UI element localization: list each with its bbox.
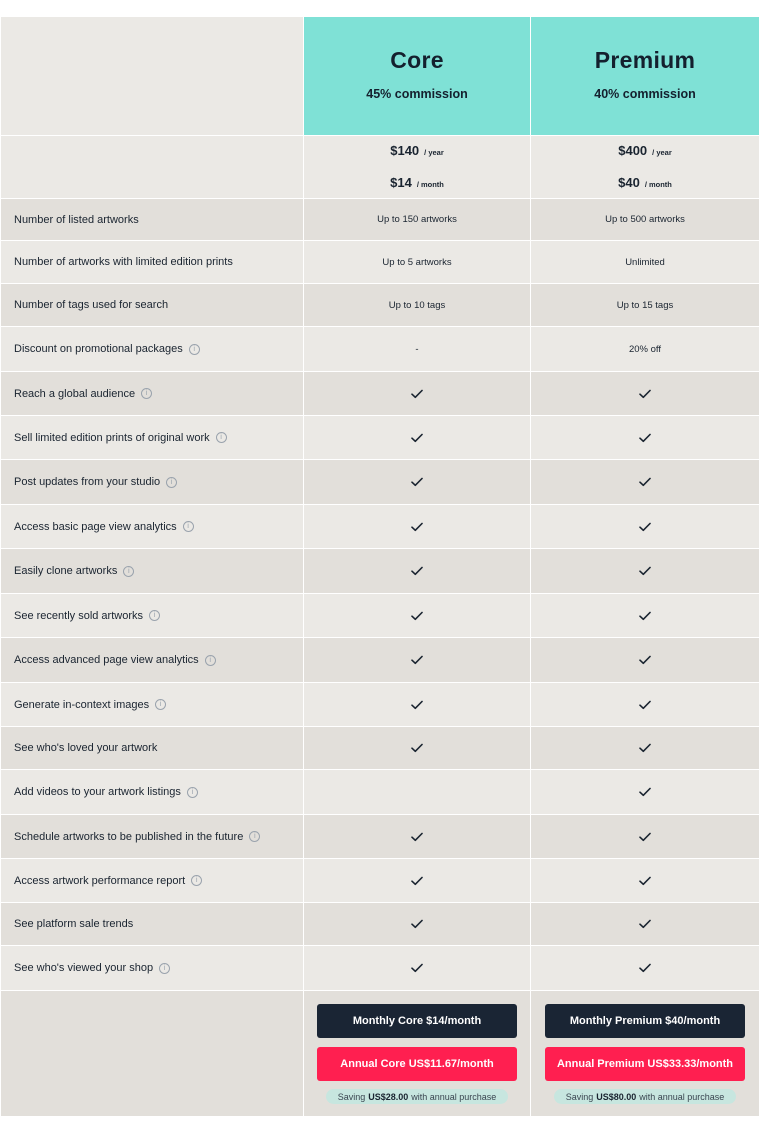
saving-suffix: with annual purchase	[411, 1091, 497, 1102]
feature-label: Access basic page view analytics	[14, 520, 177, 533]
info-icon[interactable]: i	[249, 831, 260, 842]
feature-label-cell	[1, 460, 303, 504]
saving-amount: US$80.00	[596, 1091, 637, 1102]
saving-badge	[554, 1089, 737, 1104]
purchase-row	[1, 991, 759, 1117]
feature-value-core	[303, 549, 530, 593]
check-icon	[639, 611, 651, 621]
feature-label-cell	[1, 683, 303, 726]
check-icon	[411, 477, 423, 487]
feature-row	[1, 727, 759, 770]
feature-label: Number of listed artworks	[14, 213, 139, 226]
saving-amount: US$28.00	[368, 1091, 409, 1102]
feature-label: Access advanced page view analytics	[14, 654, 199, 666]
feature-label-cell	[1, 549, 303, 593]
check-icon	[639, 522, 651, 532]
feature-label-cell	[1, 638, 303, 682]
purchase-cell-premium	[530, 991, 759, 1116]
feature-row	[1, 594, 759, 638]
feature-value-premium	[530, 594, 759, 637]
feature-row	[1, 416, 759, 460]
price-period: / month	[644, 180, 672, 189]
feature-label: See who's viewed your shop	[14, 962, 154, 974]
feature-value-premium	[530, 815, 759, 858]
price-cell-core	[303, 136, 530, 198]
feature-label-cell	[1, 284, 303, 326]
feature-row	[1, 946, 759, 991]
feature-value-core	[303, 460, 530, 504]
info-icon[interactable]: i	[205, 655, 216, 666]
feature-label: Number of artworks with limited edition prints	[14, 256, 233, 268]
feature-label-cell	[1, 199, 303, 240]
feature-value-premium	[530, 199, 759, 240]
feature-value-core	[303, 327, 530, 371]
feature-label: See who's loved your artwork	[14, 742, 158, 754]
plan-name: Premium	[594, 47, 696, 73]
purchase-cell-core	[303, 991, 530, 1116]
feature-label-cell	[1, 327, 303, 371]
feature-row	[1, 372, 759, 416]
feature-value-premium	[530, 505, 759, 548]
header-empty-cell	[1, 17, 303, 135]
info-icon[interactable]: i	[216, 432, 227, 443]
feature-value-premium	[530, 903, 759, 945]
saving-prefix: Saving	[565, 1091, 594, 1102]
feature-label: See platform sale trends	[14, 918, 134, 930]
info-icon[interactable]: i	[189, 344, 200, 355]
check-icon	[639, 389, 651, 399]
feature-value-text: Up to 150 artworks	[377, 214, 457, 225]
check-icon	[411, 566, 423, 576]
feature-row	[1, 903, 759, 946]
feature-value-core	[303, 416, 530, 459]
feature-value-text: 20% off	[628, 343, 662, 355]
feature-value-core	[303, 638, 530, 682]
feature-label: Discount on promotional packages	[14, 343, 183, 355]
feature-rows	[1, 199, 759, 991]
feature-value-core	[303, 372, 530, 415]
monthly-price	[390, 175, 444, 193]
feature-value-premium	[530, 241, 759, 283]
info-icon[interactable]: i	[191, 875, 202, 886]
info-icon[interactable]: i	[149, 610, 160, 621]
price-empty-cell	[1, 136, 303, 198]
feature-label: Access artwork performance report	[14, 874, 186, 887]
check-icon	[639, 919, 651, 929]
check-icon	[639, 787, 651, 797]
feature-row	[1, 199, 759, 241]
feature-label-cell	[1, 594, 303, 637]
feature-value-core	[303, 859, 530, 902]
feature-row	[1, 549, 759, 594]
feature-value-premium	[530, 946, 759, 990]
check-icon	[639, 876, 651, 886]
check-icon	[639, 700, 651, 710]
feature-value-premium	[530, 770, 759, 814]
price-amount: $14	[390, 175, 412, 190]
info-icon[interactable]: i	[183, 521, 194, 532]
feature-label-cell	[1, 372, 303, 415]
feature-row	[1, 683, 759, 727]
feature-value-text: Up to 5 artworks	[382, 256, 452, 268]
feature-value-core	[303, 946, 530, 990]
annual-premium-button[interactable]: Annual Premium US$33.33/month	[545, 1047, 745, 1081]
feature-value-core	[303, 815, 530, 858]
feature-label-cell	[1, 727, 303, 769]
feature-value-text: -	[415, 343, 419, 355]
info-icon[interactable]: i	[187, 787, 198, 798]
check-icon	[639, 743, 651, 753]
feature-label-cell	[1, 859, 303, 902]
monthly-core-button[interactable]: Monthly Core $14/month	[317, 1004, 517, 1038]
check-icon	[411, 963, 423, 973]
feature-value-premium	[530, 327, 759, 371]
feature-label: Post updates from your studio	[14, 476, 161, 488]
feature-row	[1, 460, 759, 505]
price-period: / year	[424, 148, 444, 157]
feature-row	[1, 638, 759, 683]
feature-value-core	[303, 727, 530, 769]
feature-value-text: Up to 10 tags	[388, 299, 446, 311]
feature-label-cell	[1, 815, 303, 858]
plan-commission: 40% commission	[594, 87, 696, 101]
feature-label: Reach a global audience	[14, 387, 136, 400]
check-icon	[411, 522, 423, 532]
feature-label-cell	[1, 903, 303, 945]
plan-header-premium	[530, 17, 759, 135]
price-period: / year	[652, 148, 672, 157]
feature-value-core	[303, 241, 530, 283]
feature-row	[1, 815, 759, 859]
feature-value-premium	[530, 638, 759, 682]
plan-commission: 45% commission	[366, 87, 468, 101]
feature-label: Easily clone artworks	[14, 565, 118, 577]
saving-prefix: Saving	[337, 1091, 366, 1102]
plan-header-row	[1, 17, 759, 136]
check-icon	[411, 743, 423, 753]
pricing-table	[1, 17, 759, 1117]
check-icon	[411, 655, 423, 665]
check-icon	[411, 919, 423, 929]
saving-badge	[326, 1089, 509, 1104]
saving-suffix: with annual purchase	[639, 1091, 725, 1102]
yearly-price	[618, 143, 672, 161]
feature-label: Number of tags used for search	[14, 299, 169, 311]
plan-header-core	[303, 17, 530, 135]
check-icon	[411, 433, 423, 443]
feature-value-premium	[530, 549, 759, 593]
plan-name: Core	[390, 47, 444, 73]
feature-value-premium	[530, 416, 759, 459]
feature-label: Generate in-context images	[14, 698, 150, 711]
check-icon	[639, 655, 651, 665]
check-icon	[639, 832, 651, 842]
info-icon[interactable]: i	[166, 477, 177, 488]
monthly-premium-button[interactable]: Monthly Premium $40/month	[545, 1004, 745, 1038]
feature-value-core	[303, 284, 530, 326]
feature-label-cell	[1, 241, 303, 283]
feature-value-core	[303, 903, 530, 945]
feature-row	[1, 505, 759, 549]
price-cell-premium	[530, 136, 759, 198]
check-icon	[639, 477, 651, 487]
check-icon	[639, 433, 651, 443]
footer-empty-cell	[1, 991, 303, 1116]
annual-core-button[interactable]: Annual Core US$11.67/month	[317, 1047, 517, 1081]
feature-value-core	[303, 505, 530, 548]
info-icon[interactable]: i	[123, 566, 134, 577]
info-icon[interactable]: i	[155, 699, 166, 710]
check-icon	[411, 700, 423, 710]
check-icon	[411, 389, 423, 399]
feature-value-text: Up to 500 artworks	[605, 214, 685, 225]
feature-value-text: Up to 15 tags	[616, 299, 674, 311]
feature-value-premium	[530, 727, 759, 769]
feature-row	[1, 241, 759, 284]
price-amount: $40	[618, 175, 640, 190]
feature-value-core	[303, 770, 530, 814]
check-icon	[411, 832, 423, 842]
check-icon	[639, 963, 651, 973]
feature-label: Schedule artworks to be published in the future	[14, 830, 244, 843]
feature-row	[1, 327, 759, 372]
info-icon[interactable]: i	[141, 388, 152, 399]
feature-label-cell	[1, 770, 303, 814]
feature-value-core	[303, 683, 530, 726]
monthly-price	[618, 175, 672, 193]
check-icon	[411, 611, 423, 621]
feature-row	[1, 859, 759, 903]
feature-label: See recently sold artworks	[14, 609, 143, 622]
price-amount: $140	[390, 143, 420, 158]
feature-label-cell	[1, 416, 303, 459]
feature-label: Add videos to your artwork listings	[14, 786, 181, 798]
feature-label-cell	[1, 946, 303, 990]
yearly-price	[390, 143, 444, 161]
feature-value-premium	[530, 460, 759, 504]
feature-value-core	[303, 594, 530, 637]
price-row	[1, 136, 759, 199]
price-amount: $400	[618, 143, 648, 158]
feature-value-core	[303, 199, 530, 240]
feature-row	[1, 284, 759, 327]
check-icon	[639, 566, 651, 576]
feature-value-text: Unlimited	[625, 256, 665, 268]
feature-value-premium	[530, 284, 759, 326]
info-icon[interactable]: i	[159, 963, 170, 974]
feature-value-premium	[530, 683, 759, 726]
feature-row	[1, 770, 759, 815]
feature-label-cell	[1, 505, 303, 548]
check-icon	[411, 876, 423, 886]
price-period: / month	[416, 180, 444, 189]
feature-value-premium	[530, 372, 759, 415]
feature-value-premium	[530, 859, 759, 902]
feature-label: Sell limited edition prints of original work	[14, 431, 210, 444]
